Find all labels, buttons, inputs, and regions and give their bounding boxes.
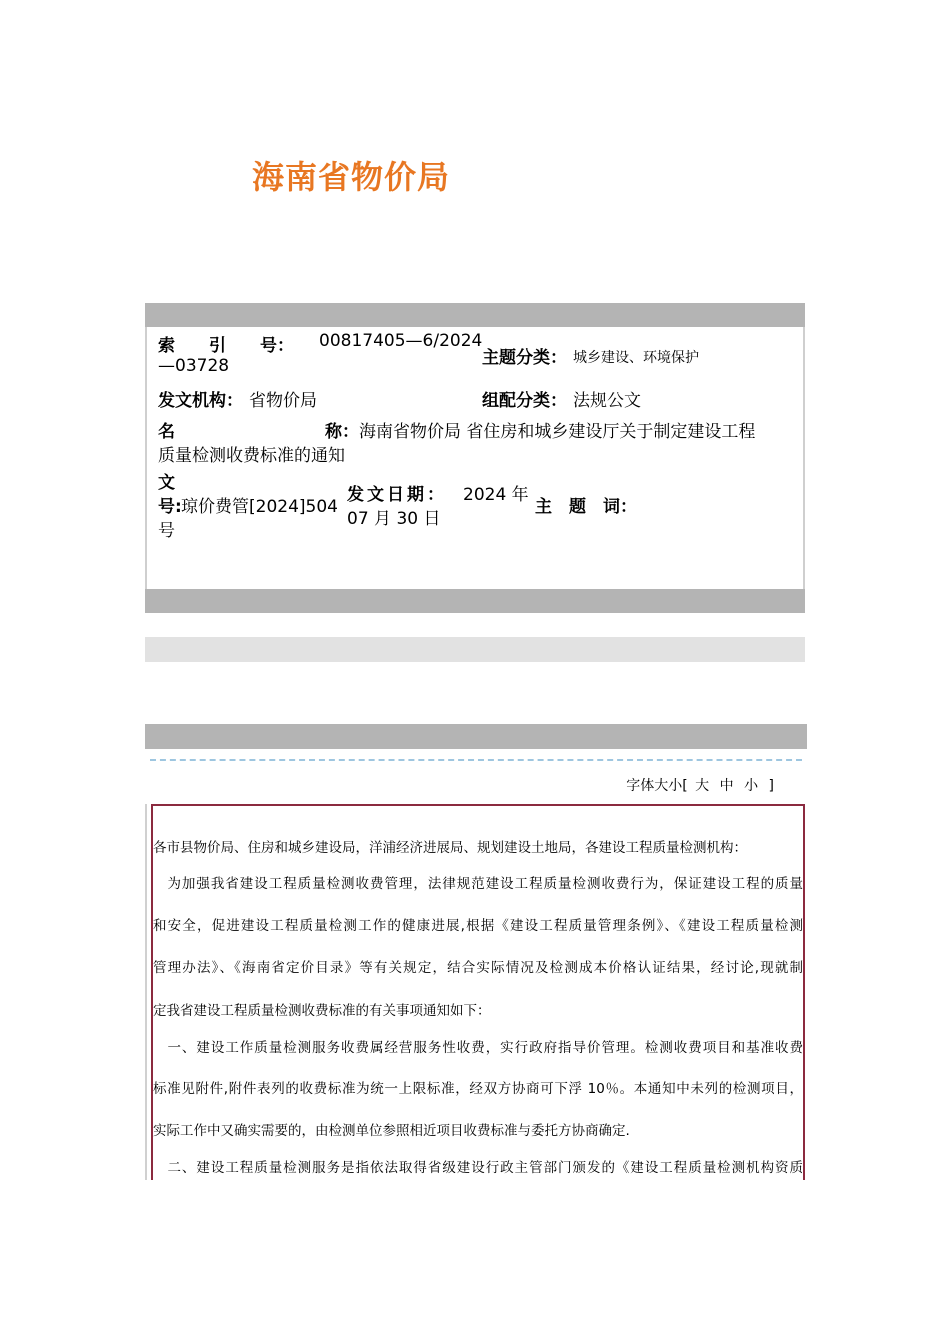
meta-footer-bar [145, 589, 805, 613]
docno-label-colon: 号: [158, 497, 182, 517]
content-left-rule [145, 804, 147, 1180]
name-value: 海南省物价局 省住房和城乡建设厅关于制定建设工程 [359, 422, 756, 442]
article-line: 定我省建设工程质量检测收费标准的有关事项通知如下： [153, 1003, 491, 1019]
assign-value: 法规公文 [573, 391, 641, 411]
font-size-medium[interactable]: 中 [719, 778, 734, 794]
meta-body [145, 327, 805, 589]
article-line: 管理办法》、《海南省定价目录》等有关规定，结合实际情况及检测成本价格认证结果，经讨论,现就制 [153, 960, 803, 976]
name-value-cont: 质量检测收费标准的通知 [158, 446, 345, 466]
article-line: 为加强我省建设工程质量检测收费管理，法律规范建设工程质量检测收费行为，保证建设工程的质量 [153, 876, 803, 892]
page-title: 海南省物价局 [252, 158, 451, 196]
name-label-colon: 称： [325, 422, 359, 442]
article-line: 各市县物价局、住房和城乡建设局，洋浦经济进展局、规划建设土地局，各建设工程质量检测机构： [153, 840, 747, 856]
index-label: 索 引 号： [158, 336, 294, 356]
document-meta-box [145, 303, 805, 663]
meta-bottom-bar [145, 637, 805, 662]
font-size-small[interactable]: 小 [744, 778, 759, 794]
dashed-divider [150, 759, 802, 761]
issuer-value: 省物价局 [249, 391, 317, 411]
article-line: 一、建设工作质量检测服务收费属经营服务性收费，实行政府指导价管理。检测收费项目和基准收费 [153, 1040, 803, 1056]
font-size-control [626, 775, 777, 795]
date-value: 2024 年 [463, 485, 529, 505]
date-value-cont: 07 月 30 日 [347, 509, 441, 529]
article-line: 和安全，促进建设工程质量检测工作的健康进展,根据《建设工程质量管理条例》、《建设工程质量检测 [153, 918, 803, 934]
topic-label: 主题分类： [482, 348, 567, 368]
article-line: 实际工作中又确实需要的，由检测单位参照相近项目收费标准与委托方协商确定. [153, 1123, 630, 1139]
index-value: 00817405—6/2024 [319, 331, 483, 351]
font-size-close: ] [768, 778, 774, 794]
meta-header-bar [145, 303, 805, 327]
topic-value: 城乡建设、环境保护 [573, 350, 699, 366]
content-box [145, 724, 807, 1180]
article-body [151, 804, 805, 1180]
name-label: 名 [158, 422, 175, 442]
font-size-label: 字体大小[ [626, 778, 688, 794]
index-value-cont: —03728 [158, 356, 230, 376]
font-size-large[interactable]: 大 [695, 778, 710, 794]
issuer-label: 发文机构： [158, 391, 243, 411]
keyword-label: 主 题 词： [535, 497, 637, 517]
docno-value: 琼价费管[2024]504 [181, 497, 338, 517]
date-label: 发文日期： [347, 485, 447, 505]
docno-suffix: 号 [158, 521, 175, 541]
docno-label: 文 [158, 473, 175, 493]
meta-spacer [145, 613, 805, 637]
article-line: 二、建设工程质量检测服务是指依法取得省级建设行政主管部门颁发的《建设工程质量检测机构资质 [153, 1160, 803, 1176]
article-line: 标准见附件,附件表列的收费标准为统一上限标准，经双方协商可下浮 10％。本通知中未列的检测项目， [153, 1081, 803, 1097]
content-header-bar [145, 724, 807, 749]
assign-label: 组配分类： [482, 391, 567, 411]
